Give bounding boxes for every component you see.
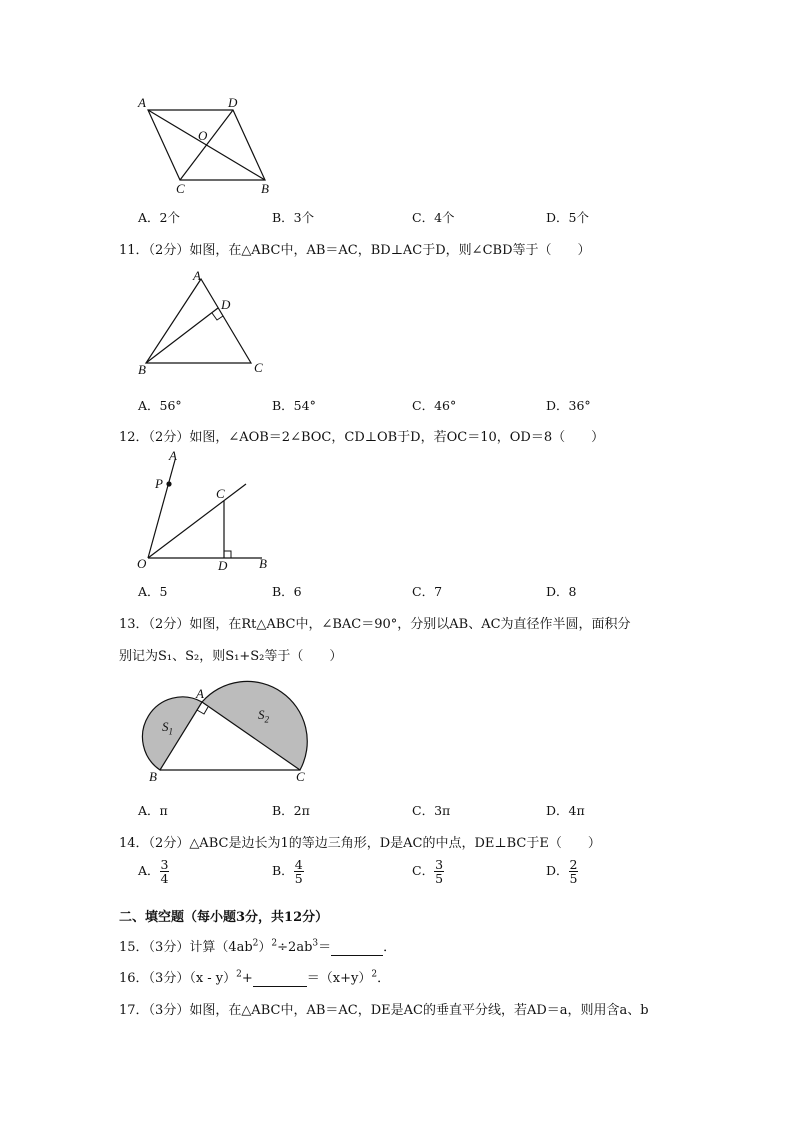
point-label-a: A [196, 686, 204, 701]
area-label-s2: $S_2$ [258, 707, 269, 725]
point-label-b: B [149, 769, 157, 784]
q13-option-d: D．4π [546, 803, 585, 818]
q11-option-c: C．46° [412, 398, 457, 413]
point-label-c: C [296, 769, 305, 784]
section-heading: 二、填空题（每小题3分，共12分） [119, 910, 329, 925]
point-label-b: B [259, 556, 267, 571]
point-label-d: D [221, 297, 231, 312]
area-label-s1: $S_1$ [162, 719, 173, 737]
figure-angle-q12 [132, 448, 282, 576]
fraction: $\frac{3}{5}$ [435, 857, 444, 887]
point-label-c: C [216, 486, 225, 501]
answer-blank[interactable] [331, 940, 383, 956]
q12-option-a: A．5 [138, 584, 168, 599]
point-label-c: C [176, 181, 185, 196]
q11-option-d: D．36° [546, 398, 591, 413]
q11-option-a: A．56° [138, 398, 182, 413]
right-angle-mark [224, 551, 231, 558]
q12-option-d: D．8 [546, 584, 577, 599]
q16-stem: 16．（3分）$(x - y)^2+ =(x+y)^2$． [119, 969, 391, 986]
point-label-b: B [261, 181, 269, 196]
q14-option-d: D． $\frac{2}{5}$ [546, 857, 578, 887]
semicircle-s2 [202, 681, 307, 770]
fraction: $\frac{2}{5}$ [569, 857, 578, 887]
point-label-p: P [155, 476, 163, 491]
ray-oc [148, 484, 246, 558]
q17-stem: 17．（3分）如图，在△ABC中，AB＝AC，DE是AC的垂直平分线，若AD＝a，则用含a、b [119, 1003, 649, 1018]
figure-parallelogram [130, 92, 290, 202]
figure-semicircles-q13 [130, 675, 320, 790]
q10-option-d: D．5个 [546, 210, 589, 225]
q14-option-a: A． $\frac{3}{4}$ [138, 857, 169, 887]
q10-option-c: C．4个 [412, 210, 455, 225]
q13-stem-line2: 别记为S₁、S₂，则S₁+S₂等于（ ） [119, 649, 343, 664]
q15-stem: 15．（3分）计算$(4ab^2)^2\div 2ab^3=$ ． [119, 938, 397, 955]
diagonal-dc [180, 110, 233, 180]
point-label-a: A [138, 95, 146, 110]
q12-option-b: B．6 [272, 584, 302, 599]
fraction: $\frac{4}{5}$ [294, 857, 303, 887]
point-label-a: A [169, 448, 177, 463]
answer-blank[interactable] [253, 971, 307, 987]
fraction: $\frac{3}{4}$ [160, 857, 169, 887]
q12-option-c: C．7 [412, 584, 443, 599]
q13-stem-line1: 13．（2分）如图，在Rt△ABC中，∠BAC＝90°，分别以AB、AC为直径作半圆，面积分 [119, 617, 631, 632]
q13-option-b: B．2π [272, 803, 310, 818]
segment-bd [146, 308, 218, 363]
q11-stem: 11．（2分）如图，在△ABC中，AB＝AC，BD⊥AC于D，则∠CBD等于（ ） [119, 243, 591, 258]
q14-option-b: B． $\frac{4}{5}$ [272, 857, 303, 887]
q13-option-a: A．π [138, 803, 168, 818]
ray-oa [148, 460, 175, 558]
q13-option-c: C．3π [412, 803, 451, 818]
semicircle-diagram-q13 [130, 675, 320, 790]
point-label-a: A [193, 268, 201, 283]
q11-option-b: B．54° [272, 398, 316, 413]
point-label-o: O [137, 556, 147, 571]
figure-triangle-q11 [130, 268, 280, 378]
point-p-dot [166, 481, 171, 486]
q12-stem: 12．（2分）如图，∠AOB＝2∠BOC，CD⊥OB于D，若OC＝10，OD＝8（ ） [119, 430, 605, 445]
q14-option-c: C． $\frac{3}{5}$ [412, 857, 444, 887]
point-label-d: D [218, 558, 228, 573]
q10-option-b: B．3个 [272, 210, 315, 225]
q10-option-a: A．2个 [138, 210, 180, 225]
point-label-d: D [228, 95, 238, 110]
point-label-c: C [254, 360, 263, 375]
point-label-o: O [198, 128, 208, 143]
point-label-b: B [138, 362, 146, 377]
q14-stem: 14．（2分）△ABC是边长为1的等边三角形，D是AC的中点，DE⊥BC于E（ ） [119, 836, 601, 851]
